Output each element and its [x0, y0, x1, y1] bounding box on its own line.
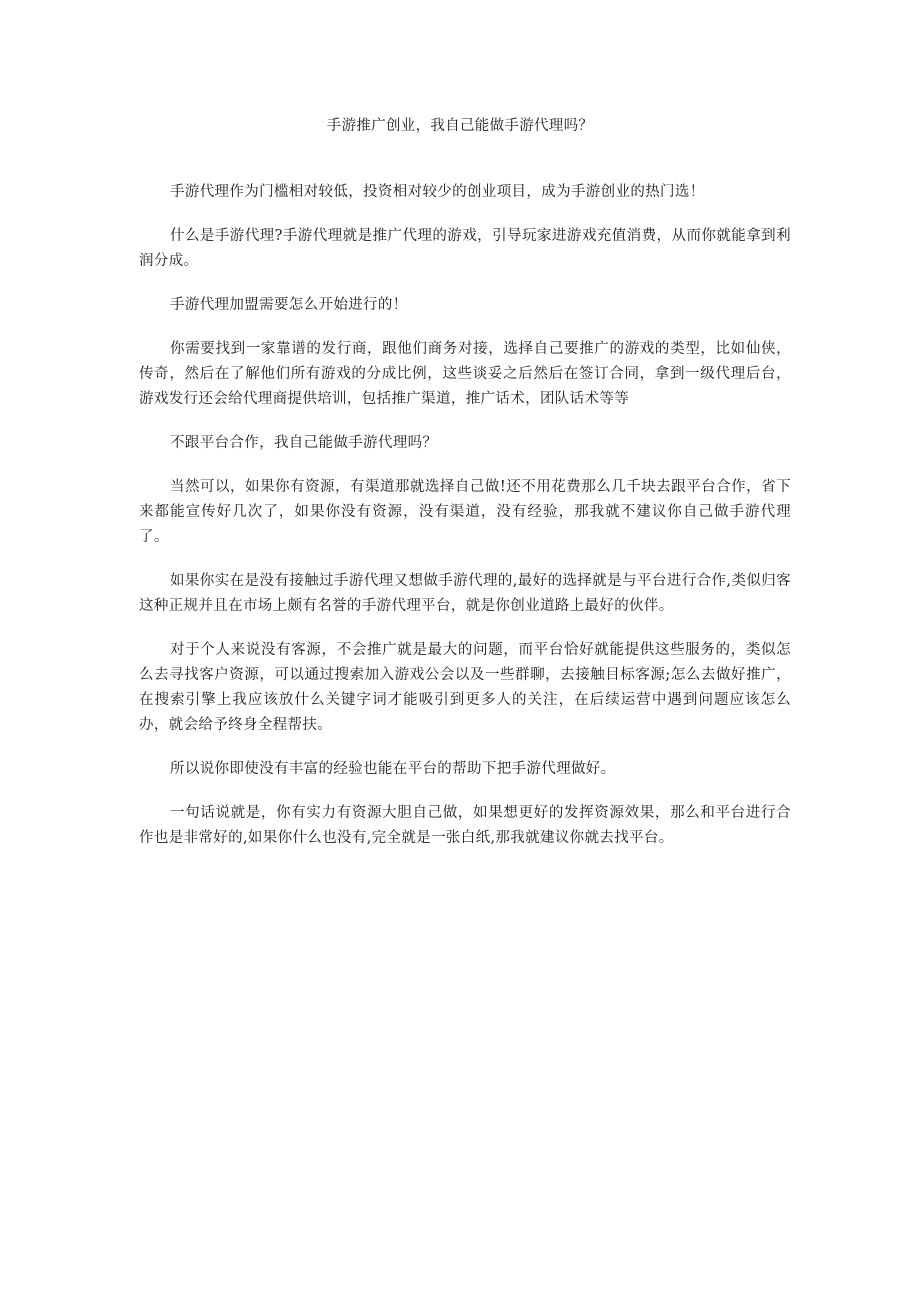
- document-body: [139, 180, 791, 870]
- document-title: 手游推广创业，我自己能做手游代理吗？: [326, 118, 594, 134]
- paragraph-choose-platform: 如果你实在是没有接触过手游代理又想做手游代理的,最好的选择就是与平台进行合作,类似归客这种正规并且在市场上颇有名誉的手游代理平台，就是你创业道路上最好的伙伴。: [139, 573, 791, 614]
- paragraph-without-platform: 当然可以，如果你有资源，有渠道那就选择自己做!还不用花费那么几千块去跟平台合作，省下来都能宣传好几次了，如果你没有资源，没有渠道，没有经验，那我就不建议你自己做手游代理了。: [139, 479, 791, 545]
- paragraph-how-to-start-heading: 手游代理加盟需要怎么开始进行的！: [170, 297, 408, 313]
- paragraph-how-to-start: 你需要找到一家靠谱的发行商，跟他们商务对接，选择自己要推广的游戏的类型，比如仙侠，传奇，然后在了解他们所有游戏的分成比例，这些谈妥之后然后在签订合同，拿到一级代理后台，游戏发行还会给代理商提供培训，包括推广渠道，推广话术，团队话术等等: [139, 341, 791, 407]
- paragraph-conclusion: 一句话说就是，你有实力有资源大胆自己做，如果想更好的发挥资源效果，那么和平台进行合作也是非常好的,如果你什么也没有,完全就是一张白纸,那我就建议你就去找平台。: [139, 805, 791, 846]
- paragraph-without-platform-heading: 不跟平台合作，我自己能做手游代理吗？: [170, 435, 438, 451]
- paragraph-intro: 手游代理作为门槛相对较低，投资相对较少的创业项目，成为手游创业的热门选！: [170, 184, 705, 200]
- paragraph-platform-services: 对于个人来说没有客源，不会推广就是最大的问题，而平台恰好就能提供这些服务的，类似怎么去寻找客户资源，可以通过搜索加入游戏公会以及一些群聊，去接触目标客源;怎么去做好推广，在搜索引擎上我应该放什么关键字词才能吸引到更多人的关注，在后续运营中遇到问题应该怎么办，就会给予终身全程帮扶。: [139, 642, 791, 733]
- paragraph-what-is-agent: 什么是手游代理?手游代理就是推广代理的游戏，引导玩家进游戏充值消费，从而你就能拿到利润分成。: [139, 228, 791, 269]
- paragraph-summary: 所以说你即使没有丰富的经验也能在平台的帮助下把手游代理做好。: [170, 761, 616, 777]
